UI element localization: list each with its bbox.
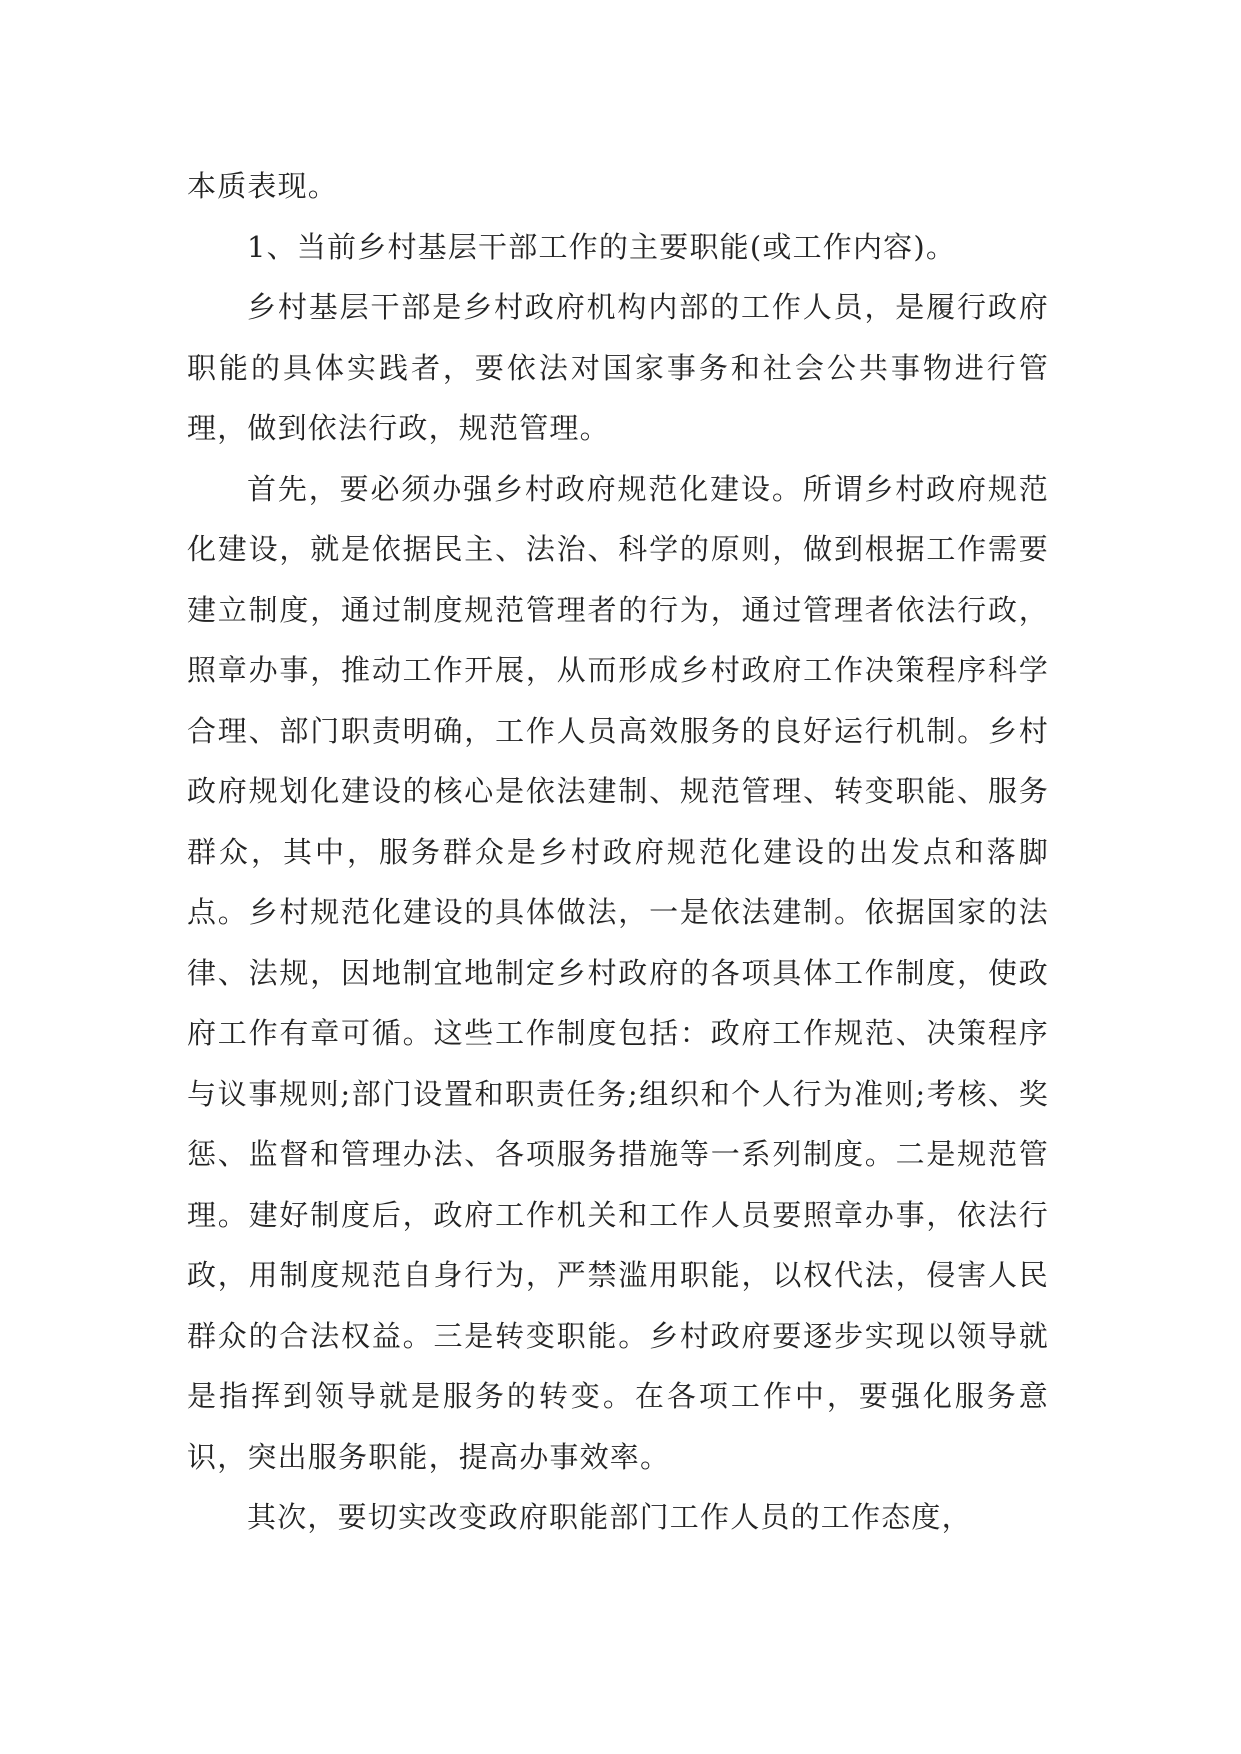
section-heading: 1、当前乡村基层干部工作的主要职能(或工作内容)。 bbox=[247, 229, 957, 264]
paragraph: 首先，要必须办强乡村政府规范化建设。所谓乡村政府规范化建设，就是依据民主、法治、科学的原则，做到根据工作需要建立制度，通过制度规范管理者的行为，通过管理者依法行政，照章办事，推动工作开展，从而形成乡村政府工作决策程序科学合理、部门职责明确，工作人员高效服务的良好运行机制。乡村政府规划化建设的核心是依法建制、规范管理、转变职能、服务群众，其中，服务群众是乡村政府规范化建设的出发点和落脚点。乡村规范化建设的具体做法，一是依法建制。依据国家的法律、法规，因地制宜地制定乡村政府的各项具体工作制度，使政府工作有章可循。这些工作制度包括：政府工作规范、决策程序与议事规则;部门设置和职责任务;组织和个人行为准则;考核、奖惩、监督和管理办法、各项服务措施等一系列制度。二是规范管理。建好制度后，政府工作机关和工作人员要照章办事，依法行政，用制度规范自身行为，严禁滥用职能，以权代法，侵害人民群众的合法权益。三是转变职能。乡村政府要逐步实现以领导就是指挥到领导就是服务的转变。在各项工作中，要强化服务意识，突出服务职能，提高办事效率。 bbox=[187, 471, 1049, 1474]
paragraph-continuation: 本质表现。 bbox=[187, 169, 339, 203]
document-body bbox=[187, 156, 1049, 1548]
paragraph: 乡村基层干部是乡村政府机构内部的工作人员，是履行政府职能的具体实践者，要依法对国家事务和社会公共事物进行管理，做到依法行政，规范管理。 bbox=[187, 290, 1049, 445]
paragraph: 其次，要切实改变政府职能部门工作人员的工作态度， bbox=[247, 1500, 972, 1534]
